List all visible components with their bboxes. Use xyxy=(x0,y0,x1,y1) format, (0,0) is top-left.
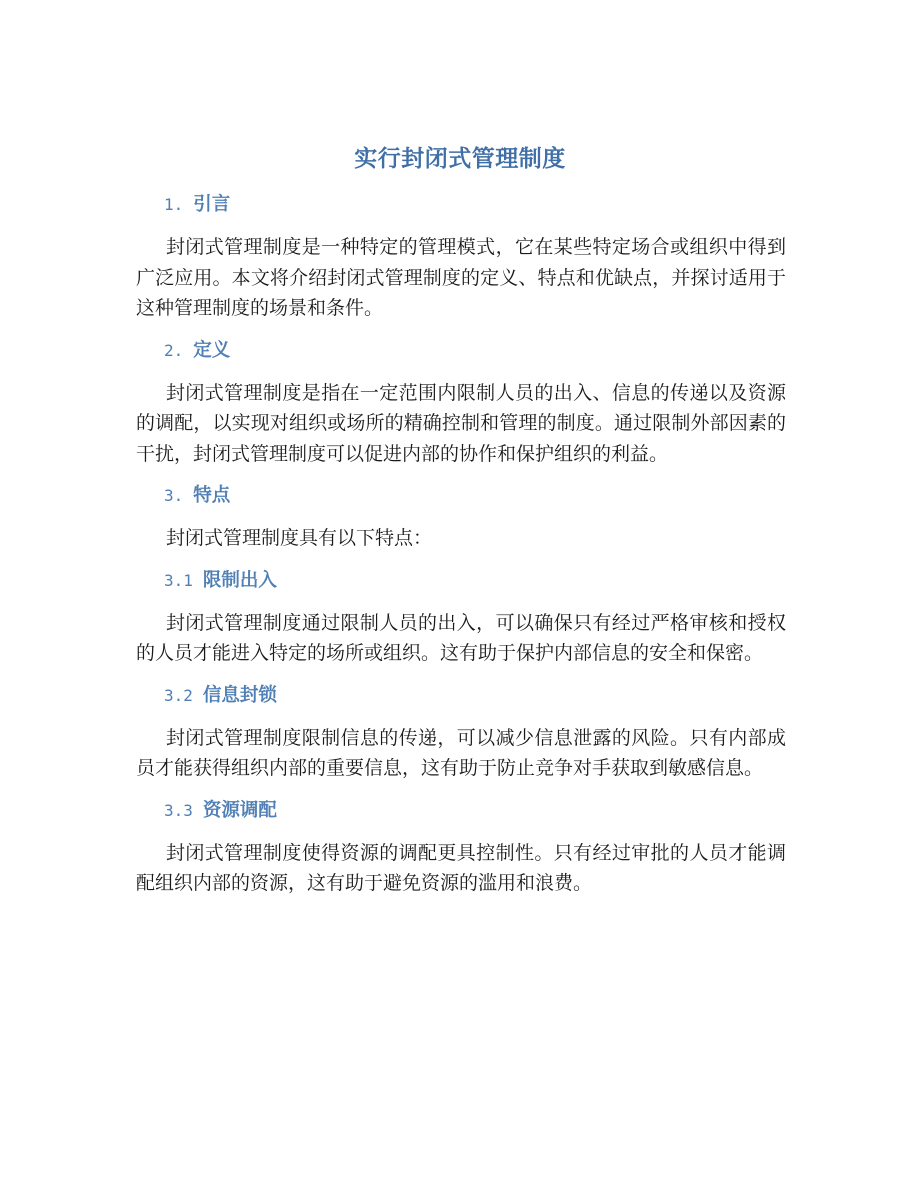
document-title: 实行封闭式管理制度 xyxy=(354,145,566,172)
section-paragraph: 封闭式管理制度是指在一定范围内限制人员的出入、信息的传递以及资源的调配，以实现对组织或场所的精确控制和管理的制度。通过限制外部因素的干扰，封闭式管理制度可以促进内部的协作和保护组织的利益。 xyxy=(136,381,786,465)
section-title: 引言 xyxy=(193,194,231,215)
section-paragraph: 封闭式管理制度是一种特定的管理模式，它在某些特定场合或组织中得到广泛应用。本文将介绍封闭式管理制度的定义、特点和优缺点，并探讨适用于这种管理制度的场景和条件。 xyxy=(136,236,786,319)
section-heading xyxy=(136,795,786,827)
section-title: 定义 xyxy=(193,339,231,361)
section-heading xyxy=(136,680,786,712)
section-intro xyxy=(136,189,786,324)
section-features xyxy=(136,480,786,554)
section-restrict-access xyxy=(136,565,786,669)
section-paragraph: 封闭式管理制度使得资源的调配更具控制性。只有经过审批的人员才能调配组织内部的资源，这有助于避免资源的滥用和浪费。 xyxy=(136,841,786,894)
section-title: 限制出入 xyxy=(202,569,277,591)
section-heading xyxy=(136,565,786,597)
document-body xyxy=(136,189,786,910)
section-title: 资源调配 xyxy=(202,799,277,821)
section-number: 3.2 xyxy=(164,685,193,705)
section-number: 3.1 xyxy=(164,570,193,590)
section-definition xyxy=(136,335,786,470)
section-paragraph: 封闭式管理制度通过限制人员的出入，可以确保只有经过严格审核和授权的人员才能进入特定的场所或组织。这有助于保护内部信息的安全和保密。 xyxy=(136,611,786,664)
section-paragraph: 封闭式管理制度限制信息的传递，可以减少信息泄露的风险。只有内部成员才能获得组织内部的重要信息，这有助于防止竞争对手获取到敏感信息。 xyxy=(136,726,786,779)
section-heading xyxy=(136,480,786,512)
section-paragraph: 封闭式管理制度具有以下特点： xyxy=(166,527,433,549)
section-heading xyxy=(136,189,786,221)
section-information-lockdown xyxy=(136,680,786,784)
section-number: 3.3 xyxy=(164,800,193,820)
section-title: 信息封锁 xyxy=(202,684,277,706)
section-number: 1. xyxy=(164,195,184,214)
section-heading xyxy=(136,335,786,367)
section-resource-allocation xyxy=(136,795,786,899)
section-number: 2. xyxy=(164,340,184,360)
section-number: 3. xyxy=(164,486,184,505)
section-title: 特点 xyxy=(193,485,231,506)
